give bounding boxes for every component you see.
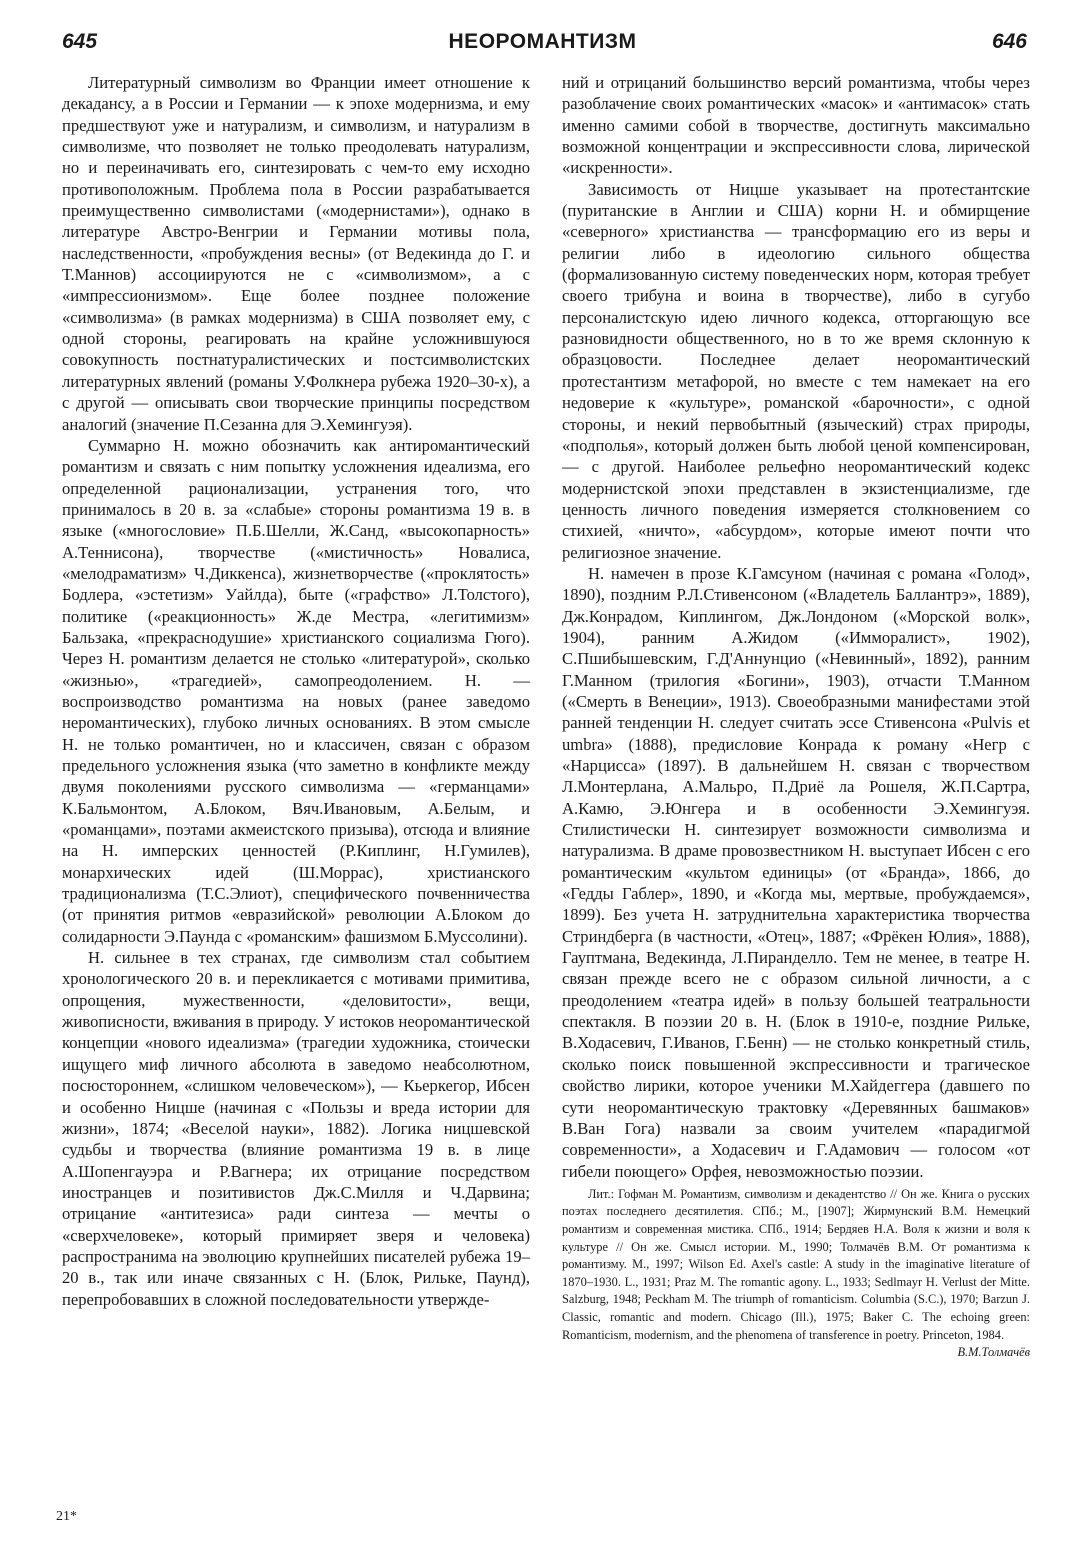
page-number-left: 645 [62,30,98,53]
paragraph: Н. сильнее в тех странах, где символизм стал событием хронологического 20 в. и перекликается с мотивами примитива, опрощения, мужественности, «деловитости», вещи, живописности, вживания в природу. У истоков неоромантической концепции «нового идеализма» (трагедии художника, стоически ищущего миф личного абсолюта в заведомо неабсолютном, посюстороннем, «слишком человеческом»), — Кьеркегор, Ибсен и особенно Ницше (начиная с «Пользы и вреда истории для жизни», 1874; «Веселой науки», 1882). Логика ницшевской судьбы и творчества (влияние романтизма 19 в. в лице А.Шопенгауэра и Р.Вагнера; их отрицание посредством иностранцев и позитивистов Дж.С.Милля и Ч.Дарвина; отрицание «антитезиса» ради синтеза — мечты о «сверхчеловеке», который примиряет зверя и человека) распространима на эволюцию крупнейших писателей рубежа 19–20 в., так или иначе связанных с Н. (Блок, Рильке, Паунд), перепробовавших в сложной последовательности утвержде- [62,948,530,1309]
article-author: В.М.Толмачёв [957,1345,1030,1360]
paragraph: Литературный символизм во Франции имеет отношение к декадансу, а в России и Германии — к эпохе модернизма, и ему предшествуют уже и натурализм, и символизм, и натурализм в символизме, что позволяет не только преодолевать натурализм, но и переиначивать его, синтезировать с чем-то ему исходно противоположным. Проблема пола в России разрабатывается преимущественно символистами («модернистами»), однако в литературе Австро-Венгрии и Германии мотивы пола, наследственности, «пробуждения весны» (от Ведекинда до Г. и Т.Маннов) ассоциируются не с «символизмом», а с «импрессионизмом». Еще более позднее положение «символизма» (в рамках модернизма) в США позволяет ему, с одной стороны, реагировать на крайне усложнившуюся совокупность постнатуралистических и постсимволистских литературных явлений (романы У.Фолкнера рубежа 1920–30-х), а с другой — описывать свои творческие принципы посредством аналогий (значение П.Сезанна для Э.Хемингуэя). [62,73,530,434]
paragraph: Н. намечен в прозе К.Гамсуном (начиная с романа «Голод», 1890), поздним Р.Л.Стивенсоном («Владетель Баллантрэ», 1889), Дж.Конрадом, Киплингом, Дж.Лондоном («Морской волк», 1904), ранним А.Жидом («Имморалист», 1902), С.Пшибышевским, Г.Д'Аннунцио («Невинный», 1892), ранним Г.Манном (трилогия «Богини», 1903), отчасти Т.Манном («Смерть в Венеции», 1913). Своеобразными манифестами этой ранней тенденции Н. следует считать эссе Стивенсона «Pulvis et umbra» (1888), предисловие Конрада к роману «Негр с «Нарцисса» (1897). В дальнейшем Н. связан с творчеством Л.Монтерлана, А.Мальро, П.Дриё ла Рошеля, Ж.П.Сартра, А.Камю, Э.Юнгера и в особенности Э.Хемингуэя. Стилистически Н. синтезирует возможности символизма и натурализма. В драме провозвестником Н. выступает Ибсен с его романтическим «культом единицы» (от «Бранда», 1866, до «Гедды Габлер», 1890, и «Когда мы, мертвые, пробуждаемся», 1899). Без учета Н. затруднительна характеристика творчества Стриндберга (в частности, «Отец», 1887; «Фрёкен Юлия», 1888), Гауптмана, Ведекинда, Л.Пиранделло. Тем не менее, в театре Н. связан прежде всего не с образом сильной личности, а с преодолением «театра идей» в пользу большей театральности спектакля. В поэзии 20 в. Н. (Блок в 1910-е, поздние Рильке, В.Ходасевич, Г.Иванов, Г.Бенн) — не столько конкретный стиль, сколько поиск повышенной экспрессивности и трагическое свойство лирики, которое ученики М.Хайдеггера (давшего по сути неоромантическую трактовку «Деревянных башмаков» В.Ван Гога) назвали за своим учителем «парадигмой современности», а Ходасевич и Г.Адамович — голосом «от гибели поющего» Орфея, невозможностью поэзии. [562,563,1030,1181]
bibliography-text: Гофман М. Романтизм, символизм и декадентство // Он же. Книга о русских поэтах последнего десятилетия. СПб.; М., [1907]; Жирмунский В.М. Немецкий романтизм и современная мистика. СПб., 1914; Бердяев Н.А. Воля к жизни и воля к культуре // Он же. Смысл истории. М., 1990; Толмачёв В.М. От романтизма к романтизму. М., 1997; Wilson Ed. Axel's castle: A study in the imaginative literature of 1870–1930. L., 1931; Praz M. The romantic agony. L., 1933; Sedlmayr H. Verlust der Mitte. Salzburg, 1948; Peckham M. The triumph of romanticism. Columbia (S.C.), 1970; Barzun J. Classic, romantic and modern. Chicago (Ill.), 1975; Baker C. The echoing green: Romanticism, modernism, and the phenomena of transference in poetry. Princeton, 1984. [562,1186,1030,1342]
column-right [562,72,1030,1362]
paragraph: Суммарно Н. можно обозначить как антиромантический романтизм и связать с ним попытку усложнения идеализма, его определенной рационализации, устранения того, что принималось в 20 в. за «слабые» стороны романтизма 19 в. в языке («многословие» П.Б.Шелли, Ж.Санд, «высокопарность» А.Теннисона), творчестве («мистичность» Новалиса, «мелодраматизм» Ч.Диккенса), жизнетворчестве («проклятость» Бодлера, «эстетизм» Уайлда), быте («графство» Л.Толстого), политике («реакционность» Ж.де Местра, «легитимизм» Бальзака, «прекраснодушие» христианского социализма Гюго). Через Н. романтизм делается не столько «литературой», сколько «жизнью», «трагедией», самопреодолением. Н. — воспроизводство романтизма на новых (ранее заведомо неромантических), глубоко личных основаниях. В этом смысле Н. не только романтичен, но и классичен, связан с образом предельного усложнения языка (что заметно в конфликте между двумя поколениями русского символизма — «германцами» К.Бальмонтом, А.Блоком, Вяч.Ивановым, А.Белым, и «романцами», поэтами акмеистского призыва), отсюда и влияние на Н. имперских ценностей (Р.Киплинг, Н.Гумилев), монархических идей (Ш.Моррас), христианского традиционализма (Т.С.Элиот), специфического почвенничества (от принятия ритмов «евразийской» революции А.Блоком до солидарности Э.Паунда с «романским» фашизмом Б.Муссолини). [62,435,530,946]
paragraph: Зависимость от Ницше указывает на протестантские (пуританские в Англии и США) корни Н. и обмирщение «северного» христианства — трансформацию его из веры и религии либо в идеологию сильного общества (формализованную систему поведенческих норм, которая требует своего трибуна и воина в творчестве), либо в сугубо персоналистскую идею личного кодекса, отторгающую все разновидности общественного, но в то же время склонную к образцовости. Последнее делает неоромантический протестантизм метафорой, но вместе с тем намекает на его недоверие к «культуре», романской «барочности», с одной стороны, и некий первобытный (языческий) страх природы, «подполья», который должен быть любой ценой компенсирован, — с другой. Наиболее рельефно неоромантический кодекс модернистской эпохи представлен в экзистенциализме, где ценность личного поведения измеряется столкновением со стихией, «ничто», «абсурдом», которые имеют почти что религиозное значение. [562,179,1030,562]
bibliography [562,1186,1030,1362]
column-left [62,72,530,1310]
bibliography-label: Лит.: [588,1186,615,1201]
paragraph-continued: ний и отрицаний большинство версий романтизма, чтобы через разоблачение своих романтических «масок» и «антимасок» стать именно самими собой в творчестве, достигнуть максимально возможной концентрации и экспрессивности слова, лирической «искренности». [562,73,1030,178]
running-title: НЕОРОМАНТИЗМ [448,30,637,53]
page-number-right: 646 [991,30,1027,53]
signature-mark: 21* [56,1509,77,1524]
